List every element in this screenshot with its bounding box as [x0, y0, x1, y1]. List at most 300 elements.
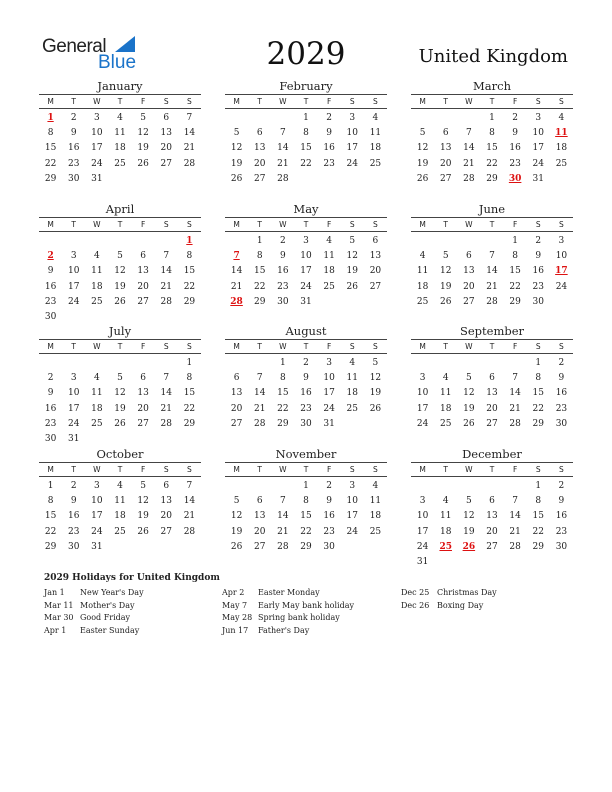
day-cell: 23 — [323, 158, 335, 169]
day-cell: 31 — [416, 556, 429, 567]
weekday-header — [39, 94, 201, 109]
weekday-label: T — [303, 97, 309, 106]
empty-day-cell — [457, 234, 480, 249]
day-cell: 25 — [369, 526, 382, 537]
day-cell: 24 — [416, 541, 429, 552]
holiday-date: May 28 — [222, 613, 253, 623]
day-cell: 6 — [489, 496, 495, 507]
day-cell: 13 — [137, 388, 149, 399]
day-cell: 23 — [509, 158, 521, 169]
weekday-label: S — [187, 220, 192, 229]
empty-day-cell — [155, 356, 178, 371]
day-cell: 28 — [253, 418, 266, 429]
weekday-label: S — [559, 465, 564, 474]
weekday-label: W — [279, 220, 287, 229]
day-cell: 1 — [303, 113, 309, 123]
empty-day-cell — [411, 111, 434, 126]
day-cell: 20 — [253, 158, 266, 169]
month-name: June — [478, 202, 506, 216]
day-cell: 14 — [486, 266, 498, 277]
holiday-name: Easter Monday — [258, 588, 320, 597]
day-cell: 25 — [114, 526, 126, 537]
day-cell: 30 — [67, 541, 80, 552]
holiday-name: Easter Sunday — [80, 625, 140, 635]
day-cell: 8 — [303, 496, 309, 507]
weekday-label: S — [559, 97, 564, 106]
holiday-item — [401, 587, 497, 600]
day-cell: 27 — [463, 296, 475, 307]
holiday-item — [222, 625, 354, 638]
month-september — [411, 324, 573, 432]
empty-day-cell — [504, 479, 527, 494]
day-cell: 20 — [463, 281, 475, 292]
weekday-header — [39, 339, 201, 354]
holiday-day-cell: 1 — [186, 236, 193, 246]
day-cell: 25 — [439, 418, 452, 429]
day-cell: 9 — [558, 496, 565, 507]
empty-day-cell — [85, 234, 108, 249]
day-cell: 6 — [372, 236, 379, 246]
day-cell: 10 — [346, 128, 358, 139]
day-cell: 26 — [230, 541, 243, 552]
day-cell: 8 — [186, 373, 193, 384]
holiday-item — [44, 625, 144, 638]
weekday-label: S — [559, 220, 564, 229]
day-cell: 22 — [183, 403, 196, 414]
weekday-header — [225, 462, 387, 477]
day-cell: 15 — [486, 143, 498, 154]
empty-day-cell — [39, 234, 62, 249]
day-cell: 2 — [70, 481, 77, 491]
weekday-label: S — [163, 220, 169, 229]
day-cell: 30 — [532, 296, 544, 307]
weekday-label: M — [233, 342, 240, 351]
empty-day-cell — [271, 479, 294, 494]
holiday-day-cell: 26 — [462, 541, 476, 552]
day-cell: 1 — [47, 481, 54, 491]
empty-day-cell — [480, 479, 503, 494]
day-cell: 14 — [509, 511, 521, 522]
day-grid — [39, 234, 201, 325]
weekday-label: S — [535, 465, 541, 474]
day-cell: 19 — [416, 158, 429, 169]
day-cell: 23 — [67, 158, 80, 169]
day-cell: 17 — [416, 526, 429, 537]
day-cell: 16 — [300, 388, 312, 399]
day-cell: 27 — [137, 418, 149, 429]
holiday-day-cell: 11 — [555, 128, 568, 139]
day-cell: 20 — [439, 158, 452, 169]
weekday-label: T — [257, 97, 262, 106]
month-july — [39, 324, 201, 447]
day-cell: 7 — [279, 128, 286, 139]
day-cell: 5 — [442, 251, 449, 262]
day-cell: 26 — [137, 158, 149, 169]
day-cell: 23 — [555, 403, 568, 414]
day-cell: 12 — [346, 251, 358, 262]
day-cell: 20 — [486, 403, 498, 414]
day-cell: 22 — [532, 526, 544, 537]
day-cell: 31 — [532, 173, 544, 184]
day-cell: 4 — [558, 113, 565, 123]
empty-day-cell — [39, 356, 62, 371]
day-cell: 12 — [369, 373, 382, 384]
holiday-date: Dec 26 — [401, 600, 430, 610]
day-cell: 13 — [369, 251, 382, 262]
day-cell: 18 — [369, 511, 382, 522]
day-grid — [225, 111, 387, 187]
holiday-date: Jan 1 — [44, 588, 65, 597]
day-cell: 21 — [253, 403, 266, 414]
day-cell: 4 — [372, 113, 379, 123]
day-cell: 25 — [555, 158, 568, 169]
day-cell: 1 — [489, 113, 495, 123]
day-cell: 8 — [512, 251, 518, 262]
month-june — [411, 202, 573, 310]
weekday-label: S — [559, 342, 564, 351]
empty-day-cell — [132, 356, 155, 371]
day-cell: 26 — [230, 173, 243, 184]
day-cell: 28 — [183, 526, 196, 537]
holiday-name: Mother's Day — [80, 600, 135, 610]
day-cell: 16 — [323, 511, 335, 522]
day-cell: 8 — [186, 251, 193, 262]
month-name: April — [105, 202, 135, 216]
weekday-label: T — [489, 342, 495, 351]
day-cell: 10 — [346, 496, 358, 507]
weekday-header — [39, 462, 201, 477]
day-cell: 8 — [47, 496, 54, 507]
weekday-label: F — [512, 97, 518, 106]
empty-day-cell — [411, 479, 434, 494]
day-cell: 28 — [160, 296, 172, 307]
day-cell: 27 — [253, 173, 266, 184]
day-cell: 21 — [183, 143, 196, 154]
weekday-label: M — [47, 465, 54, 474]
holiday-date: Apr 2 — [222, 588, 245, 597]
day-cell: 11 — [114, 496, 126, 507]
day-cell: 14 — [509, 388, 521, 399]
day-cell: 24 — [300, 281, 312, 292]
holiday-item — [44, 612, 144, 625]
day-cell: 28 — [277, 541, 289, 552]
day-cell: 11 — [346, 373, 358, 384]
day-cell: 18 — [555, 143, 568, 154]
day-cell: 12 — [439, 266, 452, 277]
weekday-label: S — [187, 342, 192, 351]
day-cell: 11 — [439, 511, 452, 522]
month-name: October — [96, 447, 144, 461]
weekday-label: F — [326, 342, 332, 351]
day-cell: 25 — [416, 296, 429, 307]
day-cell: 20 — [137, 403, 149, 414]
weekday-header — [225, 94, 387, 109]
day-cell: 29 — [183, 296, 196, 307]
day-cell: 8 — [303, 128, 309, 139]
weekday-label: W — [465, 220, 473, 229]
day-cell: 14 — [183, 128, 196, 139]
day-cell: 1 — [279, 358, 286, 368]
day-cell: 3 — [349, 113, 356, 123]
day-cell: 26 — [416, 173, 429, 184]
holiday-date: Dec 25 — [401, 588, 430, 597]
holiday-item — [401, 600, 497, 613]
day-cell: 5 — [233, 128, 240, 139]
holiday-item — [44, 587, 144, 600]
weekday-label: S — [163, 342, 169, 351]
holiday-date: Jun 17 — [222, 625, 249, 635]
day-cell: 4 — [117, 481, 123, 491]
holiday-name: Christmas Day — [437, 588, 497, 597]
weekday-label: T — [71, 220, 76, 229]
day-cell: 17 — [91, 143, 103, 154]
day-cell: 24 — [67, 418, 80, 429]
day-cell: 22 — [532, 403, 544, 414]
weekday-label: S — [373, 97, 378, 106]
day-cell: 2 — [512, 113, 518, 123]
weekday-label: S — [535, 342, 541, 351]
month-name: August — [285, 324, 327, 338]
day-cell: 24 — [91, 158, 103, 169]
weekday-header — [39, 217, 201, 232]
weekday-label: F — [140, 465, 146, 474]
empty-day-cell — [457, 111, 480, 126]
day-cell: 17 — [67, 403, 80, 414]
holiday-item — [44, 600, 144, 613]
empty-day-cell — [434, 356, 457, 371]
day-cell: 7 — [512, 373, 518, 384]
weekday-label: W — [279, 342, 287, 351]
day-cell: 27 — [160, 158, 172, 169]
holiday-day-cell: 2 — [47, 251, 54, 262]
day-cell: 9 — [279, 251, 286, 262]
day-cell: 21 — [160, 281, 172, 292]
day-cell: 18 — [346, 388, 358, 399]
day-cell: 11 — [114, 128, 126, 139]
day-cell: 1 — [512, 236, 518, 246]
weekday-label: M — [419, 220, 426, 229]
holiday-item — [222, 600, 354, 613]
day-cell: 18 — [323, 266, 335, 277]
day-cell: 15 — [44, 143, 57, 154]
day-cell: 1 — [535, 358, 542, 368]
day-cell: 7 — [489, 251, 495, 262]
day-cell: 3 — [70, 251, 77, 262]
holidays-column — [222, 587, 354, 637]
day-cell: 30 — [44, 433, 57, 444]
day-cell: 22 — [253, 281, 266, 292]
day-cell: 19 — [346, 266, 358, 277]
day-cell: 17 — [67, 281, 80, 292]
day-cell: 21 — [183, 511, 196, 522]
day-cell: 31 — [67, 433, 80, 444]
holiday-name: Spring bank holiday — [258, 613, 340, 623]
day-cell: 2 — [47, 373, 54, 384]
day-cell: 13 — [160, 496, 172, 507]
day-cell: 25 — [91, 296, 103, 307]
day-cell: 7 — [186, 481, 193, 491]
day-cell: 5 — [117, 251, 123, 262]
day-cell: 3 — [419, 496, 426, 507]
day-cell: 6 — [256, 496, 263, 507]
day-cell: 14 — [160, 266, 172, 277]
weekday-label: F — [512, 220, 518, 229]
day-cell: 2 — [326, 481, 332, 491]
day-cell: 22 — [300, 526, 312, 537]
weekday-label: S — [349, 465, 355, 474]
empty-day-cell — [480, 356, 503, 371]
calendar-year: 2029 — [266, 36, 346, 72]
day-cell: 23 — [323, 526, 335, 537]
day-cell: 27 — [369, 281, 382, 292]
day-cell: 25 — [369, 158, 382, 169]
day-cell: 17 — [300, 266, 312, 277]
day-cell: 16 — [67, 511, 80, 522]
month-name: February — [279, 79, 333, 93]
empty-day-cell — [457, 356, 480, 371]
day-cell: 12 — [463, 511, 475, 522]
month-april — [39, 202, 201, 325]
day-cell: 30 — [323, 541, 335, 552]
day-cell: 13 — [253, 143, 266, 154]
weekday-label: S — [349, 342, 355, 351]
empty-day-cell — [62, 356, 85, 371]
weekday-label: T — [117, 97, 123, 106]
day-cell: 2 — [558, 481, 565, 491]
day-cell: 27 — [486, 541, 498, 552]
weekday-label: F — [140, 97, 146, 106]
day-cell: 25 — [323, 281, 335, 292]
weekday-label: W — [93, 342, 101, 351]
day-cell: 1 — [535, 481, 542, 491]
day-cell: 10 — [91, 496, 103, 507]
day-cell: 19 — [230, 526, 243, 537]
day-cell: 4 — [117, 113, 123, 123]
empty-day-cell — [62, 234, 85, 249]
day-cell: 18 — [369, 143, 382, 154]
day-cell: 17 — [346, 143, 358, 154]
day-cell: 19 — [439, 281, 452, 292]
holiday-day-cell: 28 — [230, 296, 243, 307]
day-cell: 24 — [323, 403, 335, 414]
day-cell: 21 — [509, 403, 521, 414]
day-cell: 9 — [512, 128, 518, 139]
month-february — [225, 79, 387, 187]
day-cell: 4 — [93, 373, 100, 384]
weekday-label: W — [279, 465, 287, 474]
day-cell: 20 — [486, 526, 498, 537]
day-cell: 28 — [160, 418, 172, 429]
day-cell: 6 — [140, 251, 146, 262]
day-cell: 11 — [369, 128, 382, 139]
day-cell: 30 — [44, 311, 57, 322]
empty-day-cell — [155, 234, 178, 249]
day-cell: 27 — [439, 173, 452, 184]
day-cell: 30 — [277, 296, 289, 307]
weekday-label: S — [373, 342, 378, 351]
weekday-header — [225, 217, 387, 232]
day-cell: 13 — [137, 266, 149, 277]
day-cell: 13 — [486, 388, 498, 399]
day-cell: 5 — [465, 373, 472, 384]
day-cell: 9 — [47, 388, 54, 399]
day-cell: 16 — [532, 266, 544, 277]
day-cell: 12 — [137, 496, 149, 507]
day-cell: 24 — [91, 526, 103, 537]
day-cell: 13 — [230, 388, 243, 399]
weekday-label: W — [279, 97, 287, 106]
day-cell: 9 — [535, 251, 542, 262]
day-cell: 24 — [346, 158, 358, 169]
weekday-label: T — [117, 220, 123, 229]
month-name: January — [97, 79, 143, 93]
month-may — [225, 202, 387, 310]
day-cell: 6 — [163, 113, 170, 123]
day-cell: 23 — [67, 526, 80, 537]
day-grid — [39, 356, 201, 447]
weekday-label: S — [187, 97, 192, 106]
day-cell: 10 — [91, 128, 103, 139]
day-cell: 28 — [509, 418, 521, 429]
day-cell: 12 — [230, 143, 243, 154]
weekday-header — [411, 217, 573, 232]
day-cell: 19 — [369, 388, 382, 399]
day-cell: 21 — [230, 281, 243, 292]
day-cell: 14 — [463, 143, 475, 154]
day-cell: 21 — [509, 526, 521, 537]
weekday-label: T — [117, 465, 123, 474]
day-cell: 19 — [463, 403, 475, 414]
weekday-label: T — [443, 342, 448, 351]
day-cell: 10 — [532, 128, 544, 139]
day-cell: 13 — [160, 128, 172, 139]
day-cell: 22 — [183, 281, 196, 292]
month-october — [39, 447, 201, 555]
day-cell: 4 — [442, 373, 449, 384]
day-cell: 16 — [555, 388, 568, 399]
holiday-day-cell: 1 — [47, 113, 54, 123]
holidays-column — [44, 587, 144, 637]
day-cell: 10 — [555, 251, 568, 262]
day-cell: 20 — [230, 403, 243, 414]
month-january — [39, 79, 201, 187]
weekday-label: F — [326, 97, 332, 106]
day-cell: 3 — [535, 113, 542, 123]
day-cell: 6 — [465, 251, 472, 262]
weekday-label: W — [93, 97, 101, 106]
weekday-label: M — [233, 97, 240, 106]
holiday-date: May 7 — [222, 600, 248, 610]
day-cell: 3 — [419, 373, 426, 384]
day-cell: 19 — [114, 281, 126, 292]
weekday-label: M — [233, 220, 240, 229]
day-cell: 14 — [183, 496, 196, 507]
empty-day-cell — [85, 356, 108, 371]
day-cell: 29 — [44, 173, 57, 184]
weekday-label: M — [47, 342, 54, 351]
empty-day-cell — [225, 479, 248, 494]
day-cell: 22 — [277, 403, 289, 414]
day-cell: 18 — [439, 526, 452, 537]
day-cell: 5 — [140, 113, 146, 123]
day-cell: 5 — [372, 358, 379, 368]
day-cell: 11 — [369, 496, 382, 507]
day-cell: 25 — [91, 418, 103, 429]
day-cell: 16 — [44, 403, 57, 414]
day-cell: 2 — [70, 113, 77, 123]
day-cell: 15 — [44, 511, 57, 522]
weekday-label: T — [303, 465, 309, 474]
